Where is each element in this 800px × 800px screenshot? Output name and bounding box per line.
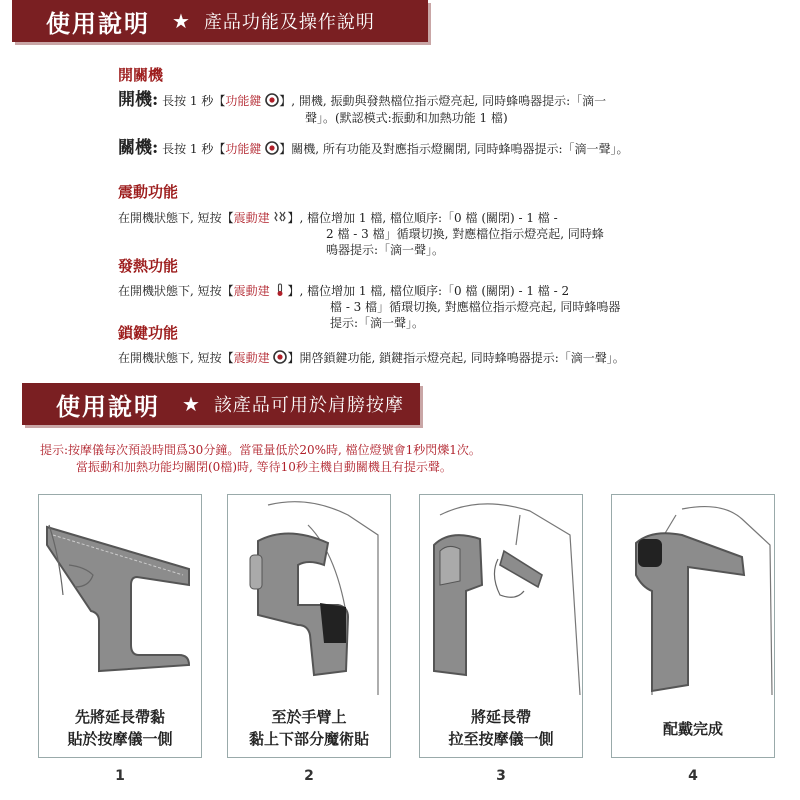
power-key-icon [265, 141, 279, 155]
heating-section-title: 發熱功能 [118, 257, 179, 275]
vibration-line-2: 2 檔 - 3 檔」循環切換, 對應檔位指示燈亮起, 同時蜂 [326, 227, 604, 241]
power-key-icon [265, 93, 279, 107]
step-number-1: 1 [115, 768, 125, 784]
banner-title: 使用說明 [46, 8, 150, 38]
heating-line-2: 檔 - 3 檔」循環切換, 對應檔位指示燈亮起, 同時蜂鳴器 [330, 300, 621, 314]
step-panel-2 [227, 494, 391, 758]
step-number-2: 2 [304, 768, 314, 784]
step-2-caption-2: 黏上下部分魔術貼 [248, 730, 369, 748]
step-1-caption-1: 先將延長帶黏 [74, 708, 165, 726]
power-section-title: 開關機 [118, 66, 164, 84]
step-panel-3 [419, 494, 583, 758]
power-off-line: 關機: 長按 1 秒【功能鍵 】關機, 所有功能及對應指示燈關閉, 同時蜂鳴器提示:「滴一聲」。 [118, 138, 629, 158]
step-1-caption-2: 貼於按摩儀一側 [67, 730, 173, 748]
star-icon: ★ [172, 9, 190, 33]
power-on-line-1: 開機: 長按 1 秒【功能鍵 】, 開機, 振動與發熱檔位指示燈亮起, 同時蜂鳴器提示:「滴一 [118, 90, 607, 110]
step-number-3: 3 [496, 768, 506, 784]
section-banner-usage [22, 383, 420, 425]
vibration-line-3: 鳴器提示:「滴一聲」。 [326, 243, 445, 257]
step-2-caption-1: 至於手臂上 [271, 708, 347, 726]
tip-line-1: 提示:按摩儀每次預設時間爲30分鐘。當電量低於20%時, 檔位燈號會1秒閃爍1次。 [40, 443, 481, 457]
power-on-line-2: 聲」。(默認模式:振動和加熱功能 1 檔) [305, 111, 508, 125]
banner-subtitle: 該產品可用於肩膀按摩 [213, 395, 404, 416]
star-icon: ★ [182, 392, 200, 416]
step-panel-4 [611, 494, 775, 758]
vibration-section-title: 震動功能 [118, 183, 179, 201]
lock-line-1: 在開機狀態下, 短按【震動建 】開啓鎖鍵功能, 鎖鍵指示燈亮起, 同時蜂鳴器提示:「滴一聲」。 [118, 351, 625, 365]
lock-section-title: 鎖鍵功能 [118, 324, 179, 342]
banner-title: 使用說明 [56, 391, 160, 421]
step-3-caption-2: 拉至按摩儀一側 [448, 730, 554, 748]
step-3-caption-1: 將延長帶 [470, 708, 531, 726]
section-banner-features [12, 0, 428, 42]
heating-line-1: 在開機狀態下, 短按【震動建 】, 檔位增加 1 檔, 檔位順序:「0 檔 (關閉) - 1 檔 - 2 [118, 284, 570, 298]
banner-subtitle: 產品功能及操作說明 [203, 12, 375, 33]
power-key-icon [273, 350, 287, 364]
step-number-4: 4 [688, 768, 698, 784]
thermometer-icon [273, 283, 287, 297]
vibration-key-icon [273, 210, 287, 224]
step-4-caption-1: 配戴完成 [662, 720, 723, 738]
step-panel-1 [38, 494, 202, 758]
vibration-line-1: 在開機狀態下, 短按【震動建 】, 檔位增加 1 檔, 檔位順序:「0 檔 (關閉) - 1 檔 - [118, 211, 558, 225]
heating-line-3: 提示:「滴一聲」。 [330, 316, 425, 330]
tip-line-2: 當振動和加熱功能均關閉(0檔)時, 等待10秒主機自動關機且有提示聲。 [76, 460, 452, 474]
